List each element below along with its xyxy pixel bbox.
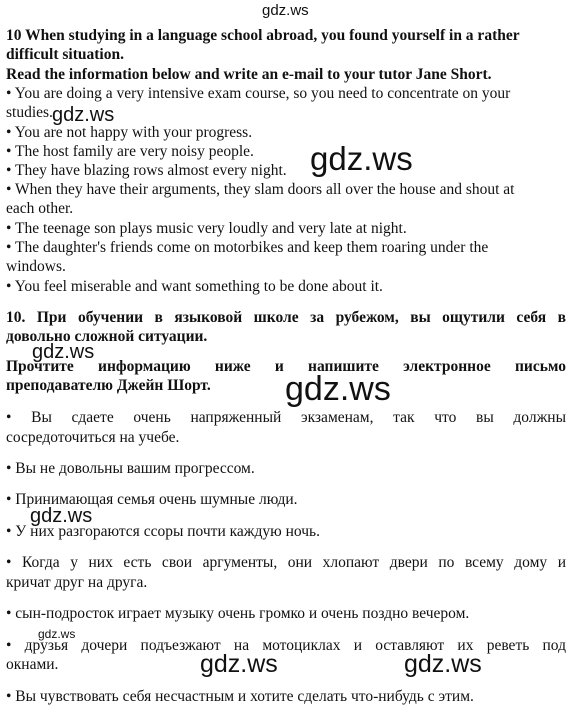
list-item-en-4: • They have blazing rows almost every night. (6, 162, 287, 179)
list-item-ru-5-cont: кричат друг на друга. (6, 574, 148, 591)
watermark: gdz.ws (30, 505, 93, 527)
watermark: gdz.ws (32, 341, 95, 363)
list-item-ru-7: • друзья дочери подъезжают на мотоциклах и оставляют их реветь под (6, 637, 566, 654)
watermark-header: gdz.ws (262, 2, 309, 19)
list-item-ru-5: • Когда у них есть свои аргументы, они хлопают двери по всему дому и (6, 554, 566, 571)
list-item-ru-8: • Вы чувствовать себя несчастным и хотите сделать что-нибудь с этим. (6, 688, 474, 705)
list-item-en-7-cont: windows. (6, 258, 66, 275)
watermark: gdz.ws (285, 370, 391, 408)
list-item-en-1-cont: studies. (6, 104, 53, 121)
watermark: gdz.ws (52, 104, 115, 126)
list-item-en-2: • You are not happy with your progress. (6, 124, 253, 141)
watermark: gdz.ws (200, 650, 278, 678)
list-item-en-1: • You are doing a very intensive exam course, so you need to concentrate on your (6, 85, 511, 102)
watermark: gdz.ws (38, 627, 76, 641)
task-title-line1-en: 10 When studying in a language school abroad, you found yourself in a rather (6, 27, 520, 44)
task-instruction-line1-ru: Прочтите информацию ниже и напишите электронное письмо (6, 358, 566, 375)
list-item-ru-7-cont: окнами. (6, 656, 59, 673)
list-item-ru-1: • Вы сдаете очень напряженный экзаменам, так что вы должны (6, 409, 566, 426)
list-item-en-7: • The daughter's friends come on motorbikes and keep them roaring under the (6, 239, 489, 256)
list-item-ru-2: • Вы не довольны вашим прогрессом. (6, 460, 255, 477)
task-title-line2-en: difficult situation. (6, 46, 124, 63)
task-instruction-en: Read the information below and write an e-mail to your tutor Jane Short. (6, 66, 492, 83)
task-title-line2-ru: довольно сложной ситуации. (6, 328, 208, 345)
list-item-en-6: • The teenage son plays music very loudly and very late at night. (6, 220, 407, 237)
list-item-en-5: • When they have their arguments, they slam doors all over the house and shout at (6, 181, 515, 198)
list-item-en-5-cont: each other. (6, 200, 74, 217)
watermark: gdz.ws (404, 650, 482, 678)
list-item-ru-4: • У них разгораются ссоры почти каждую ночь. (6, 523, 320, 540)
watermark: gdz.ws (310, 140, 413, 177)
list-item-ru-1-cont: сосредоточиться на учебе. (6, 429, 180, 446)
task-title-line1-ru: 10. При обучении в языковой школе за рубежом, вы ощутили себя в (6, 309, 566, 326)
list-item-en-3: • The host family are very noisy people. (6, 143, 254, 160)
list-item-ru-3: • Принимающая семья очень шумные люди. (6, 491, 298, 508)
list-item-en-8: • You feel miserable and want something to be done about it. (6, 278, 383, 295)
list-item-ru-6: • сын-подросток играет музыку очень громко и очень поздно вечером. (6, 605, 470, 622)
task-instruction-line2-ru: преподавателю Джейн Шорт. (6, 377, 211, 394)
